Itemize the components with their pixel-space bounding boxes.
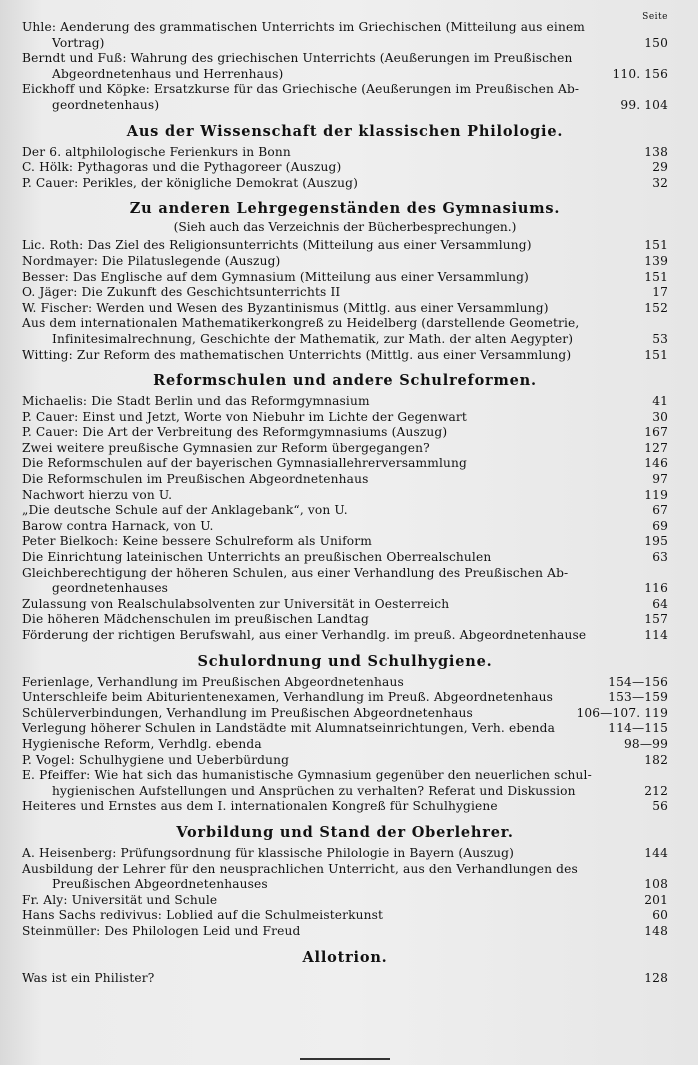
entry-title: „Die deutsche Schule auf der Anklagebank“, von U.	[22, 503, 348, 518]
toc-entry	[22, 862, 668, 893]
entry-title: Die Einrichtung lateinischen Unterrichts an preußischen Oberrealschulen	[22, 550, 492, 565]
entry-title: Zwei weitere preußische Gymnasien zur Reform übergegangen?	[22, 440, 430, 455]
entry-page-number: 56	[652, 799, 668, 814]
entry-title: Nachwort hierzu von U.	[22, 487, 173, 502]
entry-page-number: 154—156	[608, 674, 668, 689]
entry-title: Peter Bielkoch: Keine bessere Schulreform als Uniform	[22, 534, 372, 549]
entry-title-continuation: Infinitesimalrechnung, Geschichte der Mathematik, zur Math. der alten Aegypter)	[52, 331, 574, 346]
entry-title: Heiteres und Ernstes aus dem I. internationalen Kongreß für Schulhygiene	[22, 799, 498, 814]
toc-entry	[22, 145, 668, 161]
entry-page-number: 138	[644, 144, 668, 159]
entry-page-number: 97	[652, 472, 668, 487]
entry-page-number: 30	[652, 409, 668, 424]
entry-title: Der 6. altphilologische Ferienkurs in Bonn	[22, 144, 291, 159]
entry-page-number: 114—115	[608, 721, 668, 736]
toc-entry	[22, 706, 668, 722]
entry-page-number: 144	[644, 845, 668, 860]
entry-page-number: 116	[644, 581, 668, 596]
entry-page-number: 146	[644, 456, 668, 471]
toc-entry	[22, 675, 668, 691]
bottom-rule	[300, 1058, 390, 1060]
entry-page-number: 151	[644, 347, 668, 362]
entry-title: Barow contra Harnack, von U.	[22, 518, 214, 533]
entry-title: Schülerverbindungen, Verhandlung im Preußischen Abgeordnetenhaus	[22, 705, 473, 720]
toc-entry	[22, 82, 668, 113]
section-heading: Schulordnung und Schulhygiene.	[197, 652, 493, 670]
entry-title: P. Vogel: Schulhygiene und Ueberbürdung	[22, 752, 290, 767]
entry-page-number: 41	[652, 394, 668, 409]
entry-title: Witting: Zur Reform des mathematischen Unterrichts (Mittlg. aus einer Versammlung)	[22, 347, 572, 362]
toc-entry	[22, 51, 668, 82]
entry-page-number: 114	[644, 628, 668, 642]
toc-entry	[22, 348, 668, 364]
entry-title: A. Heisenberg: Prüfungsordnung für klassische Philologie in Bayern (Auszug)	[22, 845, 515, 860]
entry-title-continuation: Preußischen Abgeordnetenhauses	[52, 877, 268, 892]
toc-entry	[22, 425, 668, 441]
toc-entry	[22, 410, 668, 426]
entry-page-number: 153—159	[608, 690, 668, 705]
entry-title: Ausbildung der Lehrer für den neusprachlichen Unterricht, aus den Verhandlungen des	[22, 861, 578, 876]
toc-entry	[22, 924, 668, 940]
section-note: (Sieh auch das Verzeichnis der Bücherbesprechungen.)	[173, 220, 517, 235]
entry-title: Förderung der richtigen Berufswahl, aus einer Verhandlg. im preuß. Abgeordnetenhause	[22, 628, 587, 642]
entry-title-continuation: geordnetenhauses	[52, 581, 169, 596]
entry-page-number: 29	[652, 160, 668, 175]
entry-title: O. Jäger: Die Zukunft des Geschichtsunterrichts II	[22, 285, 341, 300]
toc-entry	[22, 456, 668, 472]
toc-entry	[22, 737, 668, 753]
toc-entry	[22, 519, 668, 535]
entry-title: P. Cauer: Einst und Jetzt, Worte von Niebuhr im Lichte der Gegenwart	[22, 409, 467, 424]
entry-page-number: 17	[652, 285, 668, 300]
entry-title: Nordmayer: Die Pilatuslegende (Auszug)	[22, 253, 281, 268]
entry-page-number: 106—107. 119	[576, 705, 668, 720]
entry-page-number: 99. 104	[620, 97, 668, 112]
entry-page-number: 67	[652, 503, 668, 518]
entry-title: Michaelis: Die Stadt Berlin und das Reformgymnasium	[22, 394, 370, 409]
toc-entry	[22, 176, 668, 192]
entry-title: W. Fischer: Werden und Wesen des Byzantinismus (Mittlg. aus einer Versammlung)	[22, 300, 549, 315]
entry-page-number: 108	[644, 877, 668, 892]
entry-page-number: 182	[644, 752, 668, 767]
toc-entry	[22, 846, 668, 862]
toc-entry	[22, 238, 668, 254]
toc-entry	[22, 20, 668, 51]
entry-title: Steinmüller: Des Philologen Leid und Freud	[22, 923, 301, 938]
entry-title: Hans Sachs redivivus: Loblied auf die Schulmeisterkunst	[22, 908, 384, 923]
toc-entry	[22, 566, 668, 597]
entry-page-number: 201	[644, 892, 668, 907]
entry-title: E. Pfeiffer: Wie hat sich das humanistische Gymnasium gegenüber den neuerlichen schul-	[22, 768, 592, 783]
entry-page-number: 69	[652, 518, 668, 533]
entry-page-number: 128	[644, 970, 668, 985]
entry-title-continuation: Abgeordnetenhaus und Herrenhaus)	[52, 66, 284, 81]
entry-page-number: 63	[652, 550, 668, 565]
toc-entry	[22, 612, 668, 628]
entry-page-number: 167	[644, 425, 668, 440]
entry-page-number: 64	[652, 596, 668, 611]
toc-entry	[22, 394, 668, 410]
entry-page-number: 152	[644, 300, 668, 315]
toc-entry	[22, 721, 668, 737]
section-heading: Aus der Wissenschaft der klassischen Philologie.	[126, 122, 564, 140]
entry-page-number: 53	[652, 331, 668, 346]
entry-page-number: 110. 156	[612, 66, 668, 81]
section-heading: Zu anderen Lehrgegenständen des Gymnasiums.	[129, 200, 561, 218]
entry-title-continuation: geordnetenhaus)	[52, 97, 160, 112]
section-heading: Allotrion.	[302, 948, 388, 966]
entry-page-number: 127	[644, 440, 668, 455]
entry-title: Berndt und Fuß: Wahrung des griechischen Unterrichts (Aeußerungen im Preußischen	[22, 51, 573, 66]
entry-page-number: 148	[644, 923, 668, 938]
entry-title: Hygienische Reform, Verhdlg. ebenda	[22, 736, 262, 751]
entry-title: Zulassung von Realschulabsolventen zur Universität in Oesterreich	[22, 596, 450, 611]
toc-entry	[22, 971, 668, 987]
entry-title: Besser: Das Englische auf dem Gymnasium (Mitteilung aus einer Versammlung)	[22, 269, 529, 284]
entry-title: Aus dem internationalen Mathematikerkongreß zu Heidelberg (darstellende Geometrie,	[22, 316, 580, 331]
toc-entry	[22, 472, 668, 488]
entry-title: Gleichberechtigung der höheren Schulen, aus einer Verhandlung des Preußischen Ab-	[22, 565, 569, 580]
toc-entry	[22, 441, 668, 457]
entry-title: Unterschleife beim Abiturientenexamen, Verhandlung im Preuß. Abgeordnetenhaus	[22, 690, 554, 705]
toc-entry	[22, 768, 668, 799]
entry-page-number: 151	[644, 238, 668, 253]
entry-title: Lic. Roth: Das Ziel des Religionsunterrichts (Mitteilung aus einer Versammlung)	[22, 238, 532, 253]
entry-page-number: 151	[644, 269, 668, 284]
entry-title: Was ist ein Philister?	[22, 970, 155, 985]
entry-page-number: 212	[644, 783, 668, 798]
entry-page-number: 119	[644, 487, 668, 502]
table-of-contents	[22, 20, 668, 986]
entry-title: Eickhoff und Köpke: Ersatzkurse für das Griechische (Aeußerungen im Preußischen Ab-	[22, 82, 580, 97]
entry-title: Die Reformschulen im Preußischen Abgeordnetenhaus	[22, 472, 369, 487]
entry-title: Die höheren Mädchenschulen im preußischen Landtag	[22, 612, 369, 627]
toc-entry	[22, 160, 668, 176]
toc-entry	[22, 550, 668, 566]
toc-entry	[22, 254, 668, 270]
toc-entry	[22, 753, 668, 769]
toc-entry	[22, 316, 668, 347]
entry-page-number: 139	[644, 253, 668, 268]
entry-page-number: 32	[652, 175, 668, 190]
toc-entry	[22, 628, 668, 644]
toc-entry	[22, 597, 668, 613]
toc-entry	[22, 285, 668, 301]
entry-title: Ferienlage, Verhandlung im Preußischen Abgeordnetenhaus	[22, 674, 404, 689]
section-heading: Reformschulen und andere Schulreformen.	[153, 372, 537, 390]
entry-page-number: 150	[644, 35, 668, 50]
toc-entry	[22, 690, 668, 706]
entry-title: C. Hölk: Pythagoras und die Pythagoreer (Auszug)	[22, 160, 342, 175]
entry-page-number: 60	[652, 908, 668, 923]
entry-title: Die Reformschulen auf der bayerischen Gymnasiallehrerversammlung	[22, 456, 467, 471]
toc-entry	[22, 908, 668, 924]
entry-page-number: 195	[644, 534, 668, 549]
section-heading: Vorbildung und Stand der Oberlehrer.	[176, 823, 514, 841]
toc-entry	[22, 270, 668, 286]
entry-title: P. Cauer: Die Art der Verbreitung des Reformgymnasiums (Auszug)	[22, 425, 448, 440]
toc-entry	[22, 301, 668, 317]
toc-entry	[22, 534, 668, 550]
entry-title: Fr. Aly: Universität und Schule	[22, 892, 218, 907]
page-column-label: Seite	[642, 12, 668, 22]
entry-title: Uhle: Aenderung des grammatischen Unterrichts im Griechischen (Mitteilung aus einem	[22, 20, 586, 34]
entry-page-number: 157	[644, 612, 668, 627]
toc-entry	[22, 799, 668, 815]
entry-title-continuation: hygienischen Aufstellungen und Ansprüchen zu verhalten? Referat und Diskussion	[52, 783, 576, 798]
entry-title: P. Cauer: Perikles, der königliche Demokrat (Auszug)	[22, 175, 358, 190]
entry-page-number: 98—99	[624, 736, 668, 751]
toc-entry	[22, 488, 668, 504]
entry-title-continuation: Vortrag)	[52, 35, 105, 50]
toc-entry	[22, 503, 668, 519]
toc-entry	[22, 893, 668, 909]
entry-title: Verlegung höherer Schulen in Landstädte mit Alumnatseinrichtungen, Verh. ebenda	[22, 721, 556, 736]
